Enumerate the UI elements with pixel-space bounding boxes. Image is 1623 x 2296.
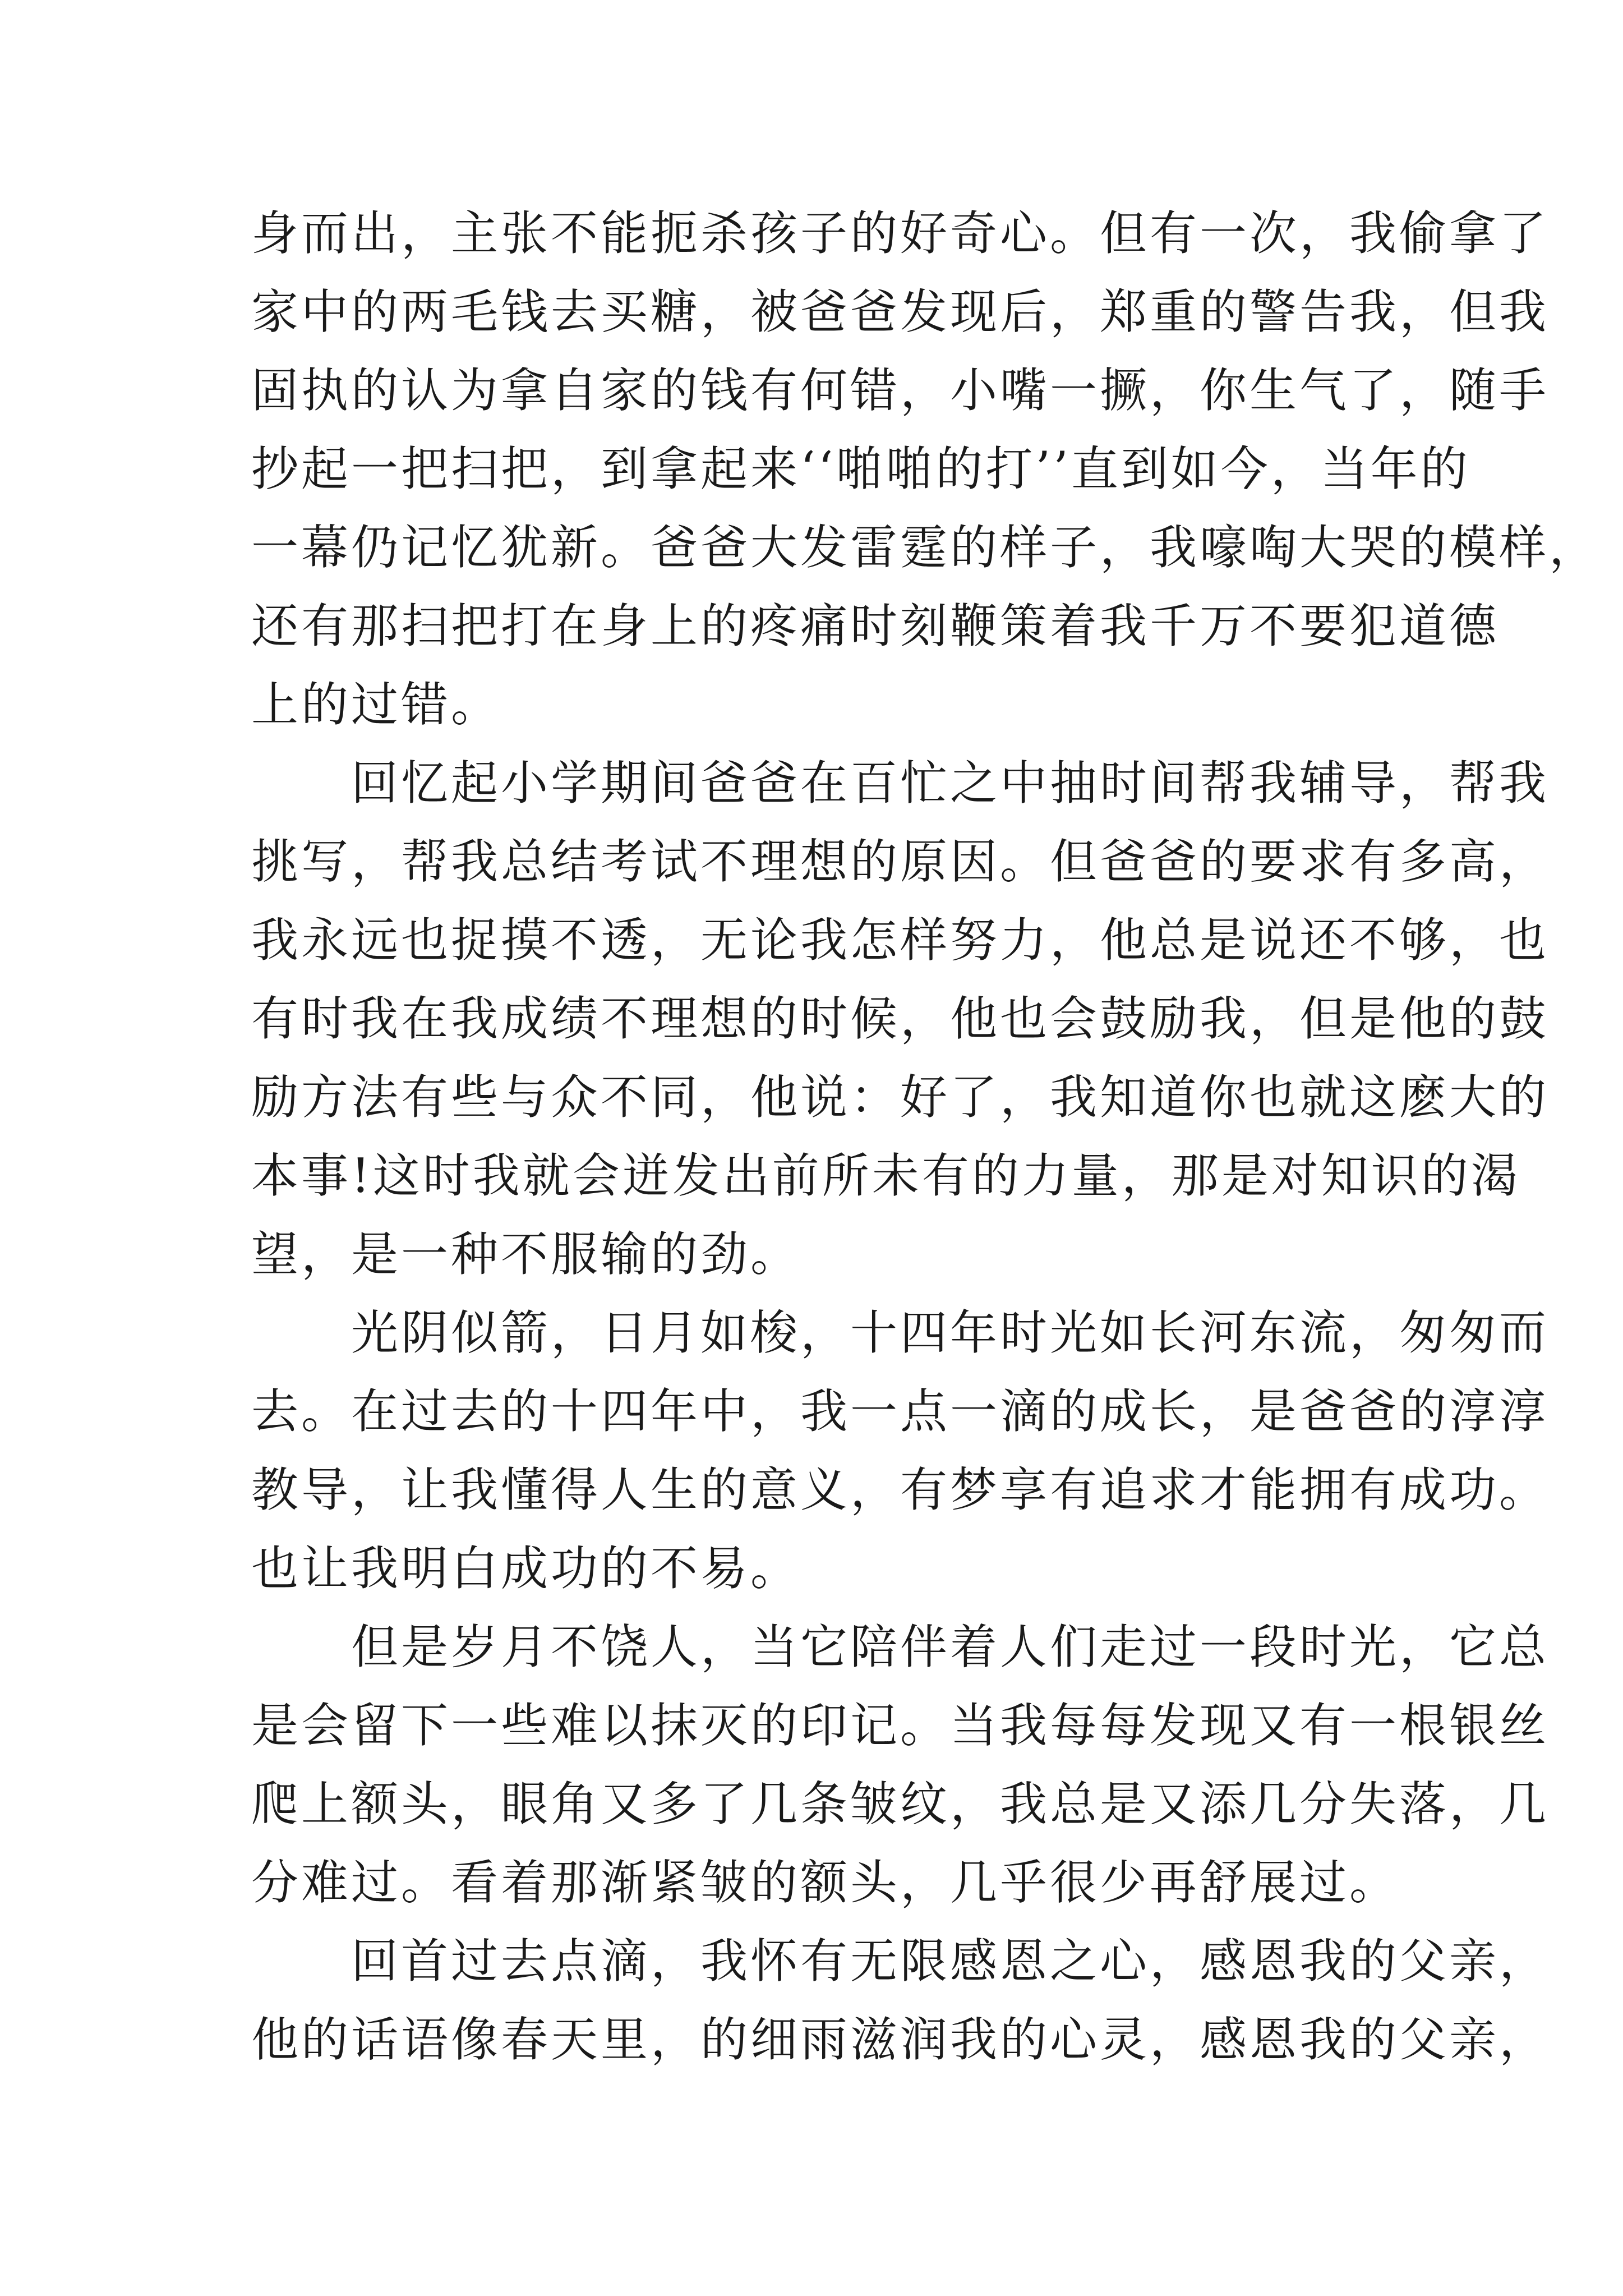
- text-line: 家中的两毛钱去买糖，被爸爸发现后，郑重的警告我，但我: [251, 284, 1550, 339]
- text-line: 是会留下一些难以抹灭的印记。当我每每发现又有一根银丝: [251, 1698, 1550, 1753]
- text-line: 分难过。看着那渐紧皱的额头，几乎很少再舒展过。: [251, 1855, 1400, 1910]
- paragraph-2: [251, 744, 1550, 1294]
- text-line: 励方法有些与众不同，他说：好了，我知道你也就这麽大的: [251, 1070, 1550, 1125]
- text-line: 还有那扫把打在身上的疼痛时刻鞭策着我千万不要犯道德: [251, 599, 1500, 654]
- paragraph-1: [251, 194, 1599, 744]
- text-line: 我永远也捉摸不透，无论我怎样努力，他总是说还不够，也: [251, 913, 1550, 968]
- text-line: 但是岁月不饶人，当它陪伴着人们走过一段时光，它总: [251, 1619, 1550, 1674]
- text-line: 有时我在我成绩不理想的时候，他也会鼓励我，但是他的鼓: [251, 991, 1550, 1046]
- text-line: 去。在过去的十四年中，我一点一滴的成长，是爸爸的淳淳: [251, 1384, 1550, 1439]
- text-line: 一幕仍记忆犹新。爸爸大发雷霆的样子，我嚎啕大哭的模样，: [251, 520, 1599, 575]
- text-line: 回忆起小学期间爸爸在百忙之中抽时间帮我辅导，帮我: [251, 756, 1550, 811]
- text-line: 回首过去点滴，我怀有无限感恩之心，感恩我的父亲，: [251, 1934, 1550, 1989]
- text-line: 也让我明白成功的不易。: [251, 1541, 801, 1596]
- text-line: 上的过错。: [251, 677, 501, 732]
- text-line: 固执的认为拿自家的钱有何错，小嘴一撅，你生气了，随手: [251, 363, 1550, 418]
- paragraph-4: [251, 1608, 1550, 1922]
- text-line: 挑写，帮我总结考试不理想的原因。但爸爸的要求有多高，: [251, 834, 1550, 889]
- text-line: 他的话语像春天里，的细雨滋润我的心灵，感恩我的父亲，: [251, 2012, 1550, 2067]
- paragraph-5: [251, 1922, 1550, 2079]
- text-line: 本事!这时我就会迸发出前所未有的力量，那是对知识的渴: [251, 1148, 1521, 1203]
- text-line: 爬上额头，眼角又多了几条皱纹，我总是又添几分失落，几: [251, 1777, 1550, 1832]
- text-line: 光阴似箭，日月如梭，十四年时光如长河东流，匆匆而: [251, 1305, 1550, 1360]
- document-body: [251, 194, 1599, 2079]
- text-line: 望，是一种不服输的劲。: [251, 1227, 801, 1282]
- paragraph-3: [251, 1294, 1550, 1608]
- text-line: 抄起一把扫把，到拿起来‘‘啪啪的打’’直到如今，当年的: [251, 441, 1470, 496]
- text-line: 教导，让我懂得人生的意义，有梦享有追求才能拥有成功。: [251, 1462, 1550, 1517]
- text-line: 身而出，主张不能扼杀孩子的好奇心。但有一次，我偷拿了: [251, 206, 1550, 261]
